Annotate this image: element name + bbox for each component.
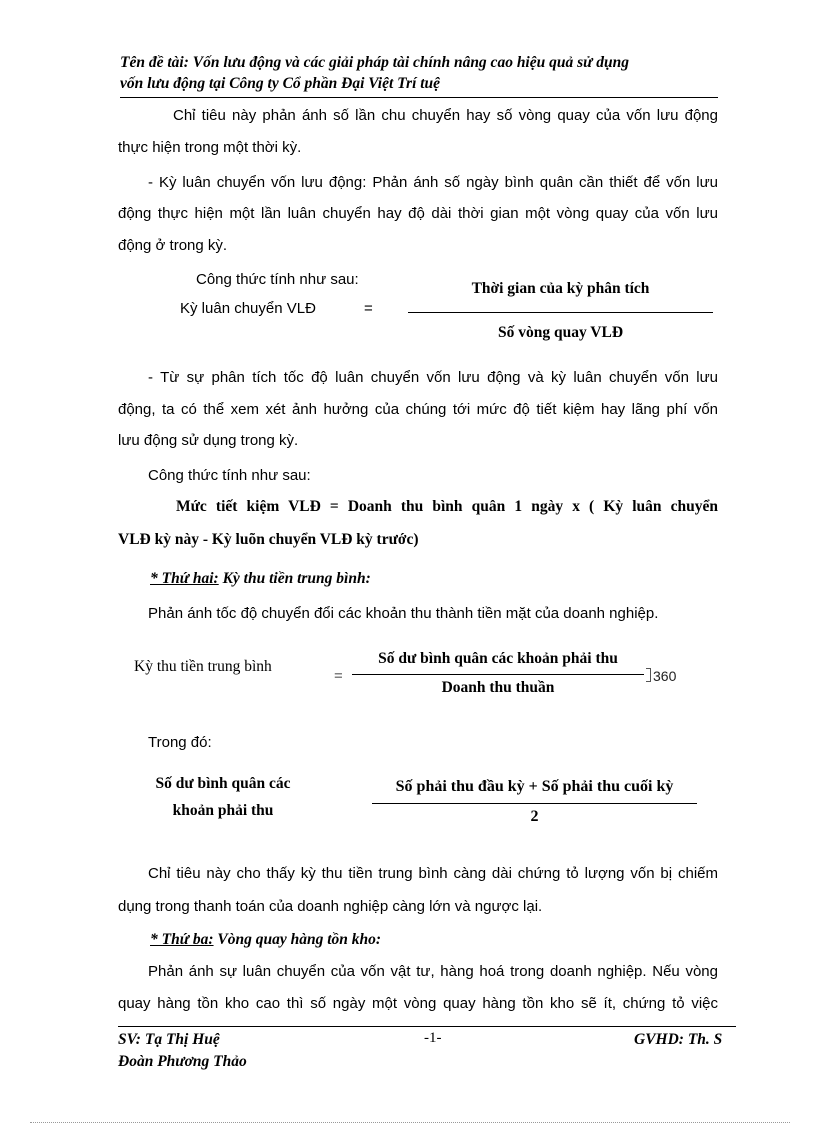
footer-rule: [118, 1026, 736, 1027]
section-2-title: Kỳ thu tiền trung bình:: [218, 570, 371, 587]
paragraph-5-line-2: quay hàng tồn kho cao thì số ngày một vòng quay hàng tồn kho sẽ ít, chứng tỏ việc: [118, 995, 718, 1012]
paragraph-5-line-1: Phản ánh sự luân chuyển của vốn vật tư, hàng hoá trong doanh nghiệp. Nếu vòng: [148, 963, 718, 980]
formula-3-equals: =: [334, 668, 343, 685]
formula-2-line-2: VLĐ kỳ này - Kỳ luõn chuyển VLĐ kỳ trước): [118, 531, 419, 548]
formula-3-multiplier-value: 360: [653, 668, 677, 684]
paragraph-3-line-1: - Từ sự phân tích tốc độ luân chuyển vốn lưu động và kỳ luân chuyển vốn lưu: [148, 369, 718, 386]
formula-3-multiplier: [646, 668, 676, 684]
formula-3-denominator: Doanh thu thuần: [441, 679, 555, 696]
formula-2-line-1: Mức tiết kiệm VLĐ = Doanh thu bình quân 1 ngày x ( Kỳ luân chuyển: [176, 498, 718, 515]
formula-4-fraction-bar: [372, 803, 697, 804]
header-title-line-1: Tên đề tài: Vốn lưu động và các giải pháp tài chính nâng cao hiệu quả sử dụng: [120, 54, 630, 71]
formula-2-intro: Công thức tính như sau:: [148, 467, 311, 484]
paragraph-1-line-2: thực hiện trong một thời kỳ.: [118, 139, 302, 156]
header-title-line-2: vốn lưu động tại Công ty Cổ phần Đại Việt Trí tuệ: [120, 75, 441, 92]
formula-1-denominator: Số vòng quay VLĐ: [497, 324, 624, 341]
paragraph-1-line-1: Chỉ tiêu này phản ánh số lần chu chuyển hay số vòng quay của vốn lưu động: [173, 107, 718, 124]
formula-3-numerator: Số dư bình quân các khoản phải thu: [378, 650, 618, 667]
section-3-heading: [150, 931, 381, 949]
formula-1-numerator: Thời gian của kỳ phân tích: [471, 280, 650, 297]
paragraph-2-line-3: động ở trong kỳ.: [118, 237, 228, 254]
formula-3-fraction-bar: [352, 674, 644, 675]
section-2-heading: [150, 570, 371, 588]
formula-1-equals: =: [364, 300, 373, 317]
footer-student-line-2: Đoàn Phương Thảo: [118, 1053, 247, 1070]
formula-1-fraction-bar: [408, 312, 713, 313]
paragraph-3-line-2: động, ta có thể xem xét ảnh hưởng của chúng tới mức độ tiết kiệm hay lãng phí vốn: [118, 401, 718, 418]
formula-4-denominator: 2: [530, 808, 539, 825]
formula-4-lhs-line-1: Số dư bình quân các: [155, 775, 291, 792]
footer-student-line-1: SV: Tạ Thị Huệ: [118, 1031, 220, 1048]
paragraph-3-line-3: lưu động sử dụng trong kỳ.: [118, 432, 299, 449]
paragraph-4-line-1: Chỉ tiêu này cho thấy kỳ thu tiền trung bình càng dài chứng tỏ lượng vốn bị chiếm: [148, 865, 718, 882]
section-3-title: Vòng quay hàng tồn kho:: [213, 931, 382, 948]
page-number: -1-: [424, 1030, 442, 1046]
section-3-prefix: * Thứ ba:: [150, 931, 214, 948]
document-header: [120, 52, 720, 94]
paragraph-2-line-1: - Kỳ luân chuyển vốn lưu động: Phản ánh số ngày bình quân cần thiết để vốn lưu: [148, 174, 718, 191]
formula-3-lhs: Kỳ thu tiền trung bình: [134, 658, 272, 675]
formula-4-numerator: Số phải thu đầu kỳ + Số phải thu cuối kỳ: [395, 778, 674, 795]
section-2-description: Phản ánh tốc độ chuyển đổi các khoản thu thành tiền mặt của doanh nghiệp.: [148, 605, 659, 622]
multiply-sign-icon: [646, 668, 651, 682]
paragraph-2-line-2: động thực hiện một lần luân chuyển hay độ dài thời gian một vòng quay của vốn lưu: [118, 205, 718, 222]
where-label: Trong đó:: [148, 734, 212, 751]
footer-advisor: GVHD: Th. S: [634, 1031, 723, 1048]
formula-1-lhs: Kỳ luân chuyển VLĐ: [180, 300, 316, 317]
paragraph-4-line-2: dụng trong thanh toán của doanh nghiệp càng lớn và ngược lại.: [118, 898, 543, 915]
section-2-prefix: * Thứ hai:: [150, 570, 219, 587]
formula-4-lhs-line-2: khoản phải thu: [172, 802, 274, 819]
formula-1-intro: Công thức tính như sau:: [196, 271, 359, 288]
header-rule: [120, 97, 718, 98]
